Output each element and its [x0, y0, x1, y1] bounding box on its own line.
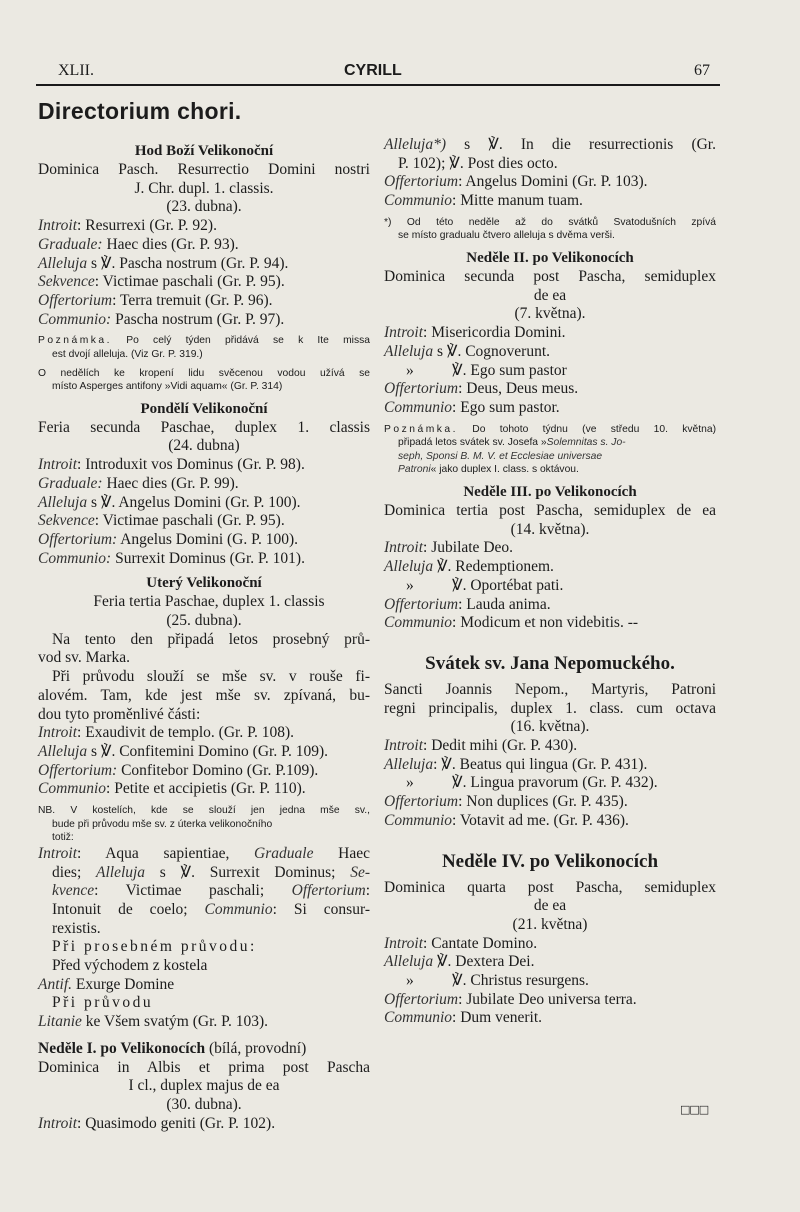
text-segment: Svátek sv. Jana Nepomuckého.	[425, 652, 675, 674]
section-heading	[384, 849, 716, 875]
spaced-text: Při prosebném průvodu:	[52, 938, 257, 956]
note-line	[38, 348, 370, 362]
note-line	[38, 804, 370, 818]
italic-label: Se-	[350, 863, 370, 881]
italic-label: Offertorium	[384, 380, 459, 398]
text-segment: P. 102); ℣. Post dies octo.	[398, 154, 558, 172]
text-segment: Při průvodu slouží se mše sv. v rouše fi-	[52, 668, 370, 686]
note-line	[384, 450, 716, 464]
text-line	[38, 957, 370, 976]
text-segment: (21. května)	[512, 915, 588, 933]
text-segment: (14. května).	[510, 520, 590, 538]
text-segment: J. Chr. dupl. 1. classis.	[134, 179, 274, 197]
text-segment: Neděle III. po Velikonocích	[463, 484, 637, 500]
text-line	[38, 311, 370, 330]
text-line	[38, 901, 370, 920]
note-line	[384, 229, 716, 243]
text-segment: Hod Boží Velikonoční	[134, 143, 274, 159]
text-line	[38, 531, 370, 550]
text-segment: : Jubilate Deo universa terra.	[458, 990, 637, 1008]
text-line	[384, 953, 716, 972]
text-line	[38, 236, 370, 255]
text-line	[38, 161, 370, 180]
text-segment: : Victimae paschali (Gr. P. 95).	[94, 512, 285, 530]
note-line	[384, 436, 716, 450]
italic-label: Sekvence	[38, 273, 95, 291]
text-line	[384, 287, 716, 306]
text-segment: dou tyto proměnlivé části:	[38, 705, 201, 723]
text-segment: (bílá, provodní)	[205, 1039, 307, 1057]
text-segment: místo Asperges antifony »Vidi aquam« (Gr. P. 314)	[52, 381, 283, 393]
text-segment: ℣. Lingua pravorum (Gr. P. 432).	[452, 774, 658, 792]
text-segment: s ℣. In die resurrectionis (Gr.	[446, 136, 716, 153]
italic-label: Introit	[384, 737, 424, 755]
text-line	[384, 539, 716, 558]
text-segment: připadá letos svátek sv. Josefa »	[398, 437, 547, 449]
spaced-text: Poznámka.	[384, 423, 459, 435]
text-line	[384, 718, 716, 737]
text-line	[384, 614, 716, 633]
text-line	[38, 512, 370, 531]
italic-label: Introit	[384, 539, 424, 557]
text-line	[384, 700, 716, 719]
italic-label: Alleluja	[384, 755, 434, 773]
italic-label: Introit	[38, 217, 78, 235]
text-segment: s ℣. Pascha nostrum (Gr. P. 94).	[87, 254, 289, 272]
text-line	[38, 593, 370, 612]
text-line	[384, 812, 716, 831]
note-line	[38, 367, 370, 381]
text-segment: Dominica tertia post Pascha, semiduplex de ea	[384, 502, 716, 519]
text-line	[38, 994, 370, 1013]
italic-label: Alleluja	[38, 742, 88, 760]
text-line	[38, 292, 370, 311]
italic-label: Introit	[38, 456, 78, 474]
italic-label: Alleluja	[384, 953, 434, 971]
text-segment: totiž:	[52, 832, 74, 844]
text-line	[384, 596, 716, 615]
text-line	[38, 864, 370, 883]
text-segment: : Jubilate Deo.	[423, 539, 514, 557]
text-segment: ke Všem svatým (Gr. P. 103).	[81, 1013, 269, 1031]
text-line	[384, 268, 716, 287]
text-line	[38, 180, 370, 199]
text-segment: ℣. Ego sum pastor	[452, 361, 567, 379]
italic-label: Communio	[384, 1009, 453, 1027]
text-segment: ℣. Oportébat pati.	[452, 576, 564, 594]
text-segment: s ℣. Surrexit Dominus;	[145, 863, 351, 881]
text-line	[38, 419, 370, 438]
text-segment: dies;	[52, 863, 96, 881]
text-segment: s ℣. Cognoverunt.	[433, 342, 551, 360]
end-mark: □□□	[680, 1103, 709, 1116]
text-segment: : Terra tremuit (Gr. P. 96).	[112, 291, 273, 309]
italic-label: Solemnitas s. Jo-	[546, 437, 626, 449]
text-line	[38, 1013, 370, 1032]
page-number: 67	[694, 62, 710, 79]
text-line	[384, 897, 716, 916]
text-segment: : Cantate Domino.	[423, 934, 538, 952]
note-line	[384, 423, 716, 437]
bold-heading: Neděle I. po Velikonocích	[38, 1039, 206, 1057]
text-line	[38, 1059, 370, 1078]
italic-label: Communio:	[38, 310, 112, 328]
text-segment: bude při průvodu mše sv. z úterka velikonočního	[52, 818, 273, 830]
text-segment: se místo gradualu čtvero alleluja s dvěma verši.	[398, 230, 615, 242]
left-column	[38, 136, 370, 1133]
text-segment: de ea	[533, 897, 567, 915]
text-line	[38, 217, 370, 236]
italic-label: Communio	[384, 398, 453, 416]
italic-label: Introit	[384, 324, 424, 342]
italic-label: Graduale:	[38, 474, 103, 492]
text-segment: : Victimae paschali;	[94, 882, 292, 900]
text-line	[384, 793, 716, 812]
text-segment: O nedělích ke kropení lidu svěcenou vodou užívá se	[38, 367, 370, 379]
section-heading	[384, 651, 716, 677]
text-segment: : Dedit mihi (Gr. P. 430).	[423, 737, 578, 755]
text-line	[38, 649, 370, 668]
note-line	[384, 463, 716, 477]
spaced-text: Při průvodu	[52, 994, 154, 1012]
text-segment: regni principalis, duplex 1. class. cum octava	[384, 699, 716, 717]
text-segment: : Votavit ad me. (Gr. P. 436).	[452, 811, 629, 829]
text-line	[384, 756, 716, 775]
section-heading	[38, 573, 370, 593]
text-segment: : Si consur-	[272, 900, 370, 918]
text-segment: : Angelus Domini (Gr. P. 103).	[458, 173, 648, 191]
text-segment: Neděle II. po Velikonocích	[466, 250, 634, 266]
text-segment: Uterý Velikonoční	[146, 575, 262, 592]
italic-label: Litanie	[38, 1013, 82, 1031]
text-segment: de ea	[533, 286, 567, 304]
italic-label: Offertorium	[291, 882, 366, 900]
text-line	[384, 136, 716, 155]
italic-label: Offertorium	[38, 291, 113, 309]
text-line	[384, 324, 716, 343]
section-title: Directorium chori.	[38, 98, 242, 124]
text-line	[38, 882, 370, 901]
text-segment: (24. dubna)	[168, 437, 240, 455]
text-segment: : Misericordia Domini.	[423, 324, 566, 342]
text-segment: Pondělí Velikonoční	[140, 400, 268, 417]
spaced-text: Poznámka.	[38, 335, 113, 347]
italic-label: Introit	[38, 844, 78, 862]
text-line	[384, 916, 716, 935]
text-line	[38, 724, 370, 743]
italic-label: Graduale:	[38, 235, 103, 253]
text-segment: alovém. Tam, kde jest mše sv. zpívaná, bu-	[38, 686, 370, 704]
text-line	[38, 668, 370, 687]
text-line	[384, 502, 716, 521]
note-line	[38, 334, 370, 348]
text-line	[384, 681, 716, 700]
text-line	[38, 437, 370, 456]
text-line	[38, 976, 370, 995]
note-line	[38, 831, 370, 845]
ditto-mark: »	[406, 576, 414, 594]
text-line	[38, 456, 370, 475]
text-segment: Sancti Joannis Nepom., Martyris, Patroni	[384, 680, 716, 698]
text-line	[38, 920, 370, 939]
italic-label: Communio	[204, 900, 273, 918]
text-segment: : Quasimodo geniti (Gr. P. 102).	[77, 1114, 276, 1132]
italic-label: Communio	[384, 811, 453, 829]
text-line	[384, 155, 716, 174]
text-line	[38, 494, 370, 513]
text-line	[384, 991, 716, 1010]
text-line	[384, 1009, 716, 1028]
text-segment: Angelus Domini (G. P. 100).	[117, 530, 299, 548]
text-segment: Exurge Domine	[72, 975, 175, 993]
text-segment: I cl., duplex majus de ea	[128, 1077, 280, 1095]
text-segment: Dominica Pasch. Resurrectio Domini nostri	[38, 161, 370, 178]
text-segment: (7. května).	[514, 305, 586, 323]
note-line	[38, 380, 370, 394]
italic-label: Patroni	[398, 464, 431, 476]
text-segment: Haec dies (Gr. P. 99).	[102, 474, 239, 492]
text-segment: est dvojí alleluja. (Viz Gr. P. 319.)	[52, 348, 203, 360]
text-line	[38, 1040, 370, 1059]
text-line	[384, 399, 716, 418]
text-segment: : Non duplices (Gr. P. 435).	[458, 793, 628, 811]
text-segment: Na tento den připadá letos prosebný prů-	[52, 630, 370, 648]
text-segment: : Modicum et non videbitis. --	[452, 614, 639, 632]
text-line	[384, 972, 716, 991]
text-line	[384, 774, 716, 793]
text-line	[38, 780, 370, 799]
section-heading	[38, 399, 370, 419]
italic-label: Offertorium:	[38, 761, 118, 779]
text-segment: :	[365, 882, 370, 900]
text-segment: (23. dubna).	[166, 198, 242, 216]
text-line	[38, 1115, 370, 1134]
text-segment: ℣. Christus resurgens.	[452, 972, 589, 990]
text-segment: : Resurrexi (Gr. P. 92).	[77, 217, 217, 235]
text-segment: : Lauda anima.	[458, 595, 551, 613]
italic-label: Introit	[384, 934, 424, 952]
italic-label: Offertorium	[384, 793, 459, 811]
text-line	[384, 521, 716, 540]
text-line	[384, 737, 716, 756]
text-segment: : Petite et accipietis (Gr. P. 110).	[106, 780, 306, 798]
text-line	[384, 173, 716, 192]
text-segment: Pascha nostrum (Gr. P. 97).	[111, 310, 285, 328]
text-segment: ℣. Dextera Dei.	[433, 953, 535, 971]
text-line	[384, 362, 716, 381]
text-segment: *) Od této neděle až do svátků Svatodušních zpívá	[384, 216, 716, 228]
italic-label: Communio	[384, 614, 453, 632]
text-segment: Dominica in Albis et prima post Pascha	[38, 1058, 370, 1076]
text-line	[384, 879, 716, 898]
text-line	[38, 631, 370, 650]
text-line	[38, 198, 370, 217]
text-segment: : Aqua sapientiae,	[77, 844, 255, 862]
text-line	[38, 273, 370, 292]
italic-label: Alleluja	[384, 342, 434, 360]
italic-label: Introit	[38, 1114, 78, 1132]
text-segment: : Mitte manum tuam.	[452, 192, 583, 210]
text-line	[38, 687, 370, 706]
text-segment: (30. dubna).	[166, 1095, 242, 1113]
text-segment: s ℣. Angelus Domini (Gr. P. 100).	[87, 493, 301, 511]
italic-label: kvence	[52, 882, 95, 900]
text-segment: : Deus, Deus meus.	[458, 380, 579, 398]
italic-label: Alleluja	[95, 863, 146, 881]
text-line	[384, 380, 716, 399]
italic-label: Offertorium	[384, 173, 459, 191]
text-segment: NB. V kostelích, kde se slouží jen jedna mše sv.,	[38, 805, 370, 817]
text-line	[38, 1096, 370, 1115]
text-line	[384, 343, 716, 362]
section-heading	[384, 248, 716, 268]
italic-label: seph, Sponsi B. M. V. et Ecclesiae universae	[398, 450, 603, 462]
text-line	[38, 475, 370, 494]
text-segment: : Victimae paschali (Gr. P. 95).	[94, 273, 285, 291]
text-line	[38, 762, 370, 781]
text-line	[38, 612, 370, 631]
section-heading	[38, 141, 370, 161]
text-segment: vod sv. Marka.	[38, 649, 130, 667]
text-segment: Feria secunda Paschae, duplex 1. classis	[38, 418, 370, 436]
ditto-mark: »	[406, 361, 414, 379]
text-line	[384, 192, 716, 211]
text-segment: s ℣. Confitemini Domino (Gr. P. 109).	[87, 742, 329, 760]
text-segment: : Exaudivit de templo. (Gr. P. 108).	[77, 724, 295, 742]
text-segment: rexistis.	[52, 919, 101, 937]
text-segment: (16. května).	[510, 718, 590, 736]
italic-label: Offertorium	[384, 595, 459, 613]
italic-label: Graduale	[254, 844, 314, 862]
ditto-mark: »	[406, 774, 414, 792]
italic-label: Communio	[384, 192, 453, 210]
section-heading	[384, 482, 716, 502]
text-segment: Dominica secunda post Pascha, semiduplex	[384, 268, 716, 285]
italic-label: Sekvence	[38, 512, 95, 530]
text-segment: : Introduxit vos Dominus (Gr. P. 98).	[77, 456, 305, 474]
text-line	[38, 845, 370, 864]
journal-title: CYRILL	[344, 62, 402, 79]
text-line	[38, 938, 370, 957]
note-line	[384, 216, 716, 230]
text-segment: Confitebor Domino (Gr. P.109).	[117, 761, 319, 779]
text-line	[384, 558, 716, 577]
italic-label: Alleluja*)	[384, 136, 446, 153]
italic-label: Alleluja	[38, 254, 88, 272]
text-segment: Neděle IV. po Velikonocích	[441, 850, 659, 872]
text-segment: (25. dubna).	[166, 612, 242, 630]
text-segment: Intonuit de coelo;	[52, 900, 205, 918]
text-line	[38, 255, 370, 274]
text-segment: Surrexit Dominus (Gr. P. 101).	[111, 549, 305, 567]
text-segment: : Dum venerit.	[452, 1009, 543, 1027]
italic-label: Offertorium	[384, 990, 459, 1008]
text-segment: Haec dies (Gr. P. 93).	[102, 235, 239, 253]
text-line	[38, 743, 370, 762]
text-line	[384, 577, 716, 596]
text-segment: Haec	[313, 844, 370, 862]
text-line	[384, 305, 716, 324]
italic-label: Introit	[38, 724, 78, 742]
text-line	[38, 550, 370, 569]
text-segment: Do tohoto týdnu (ve středu 10. května)	[458, 423, 716, 435]
text-segment: Před východem z kostela	[52, 957, 208, 975]
text-line	[38, 706, 370, 725]
right-column	[384, 136, 716, 1028]
text-segment: ℣. Redemptionem.	[433, 558, 554, 576]
text-line	[38, 1077, 370, 1096]
italic-label: Antif.	[38, 975, 73, 993]
text-segment: « jako duplex I. class. s oktávou.	[430, 464, 579, 476]
ditto-mark: »	[406, 972, 414, 990]
text-segment: Po celý týden přidává se k Ite missa	[112, 335, 370, 347]
italic-label: Offertorium:	[38, 530, 118, 548]
italic-label: Communio:	[38, 549, 112, 567]
note-line	[38, 818, 370, 832]
italic-label: Communio	[38, 780, 107, 798]
italic-label: Alleluja	[384, 558, 434, 576]
volume-number: XLII.	[58, 62, 94, 79]
text-segment: : ℣. Beatus qui lingua (Gr. P. 431).	[433, 755, 648, 773]
text-line	[384, 935, 716, 954]
text-segment: : Ego sum pastor.	[452, 398, 560, 416]
text-segment: Dominica quarta post Pascha, semiduplex	[384, 878, 716, 896]
text-segment: Feria tertia Paschae, duplex 1. classis	[93, 593, 325, 611]
italic-label: Alleluja	[38, 493, 88, 511]
running-header	[36, 58, 720, 86]
